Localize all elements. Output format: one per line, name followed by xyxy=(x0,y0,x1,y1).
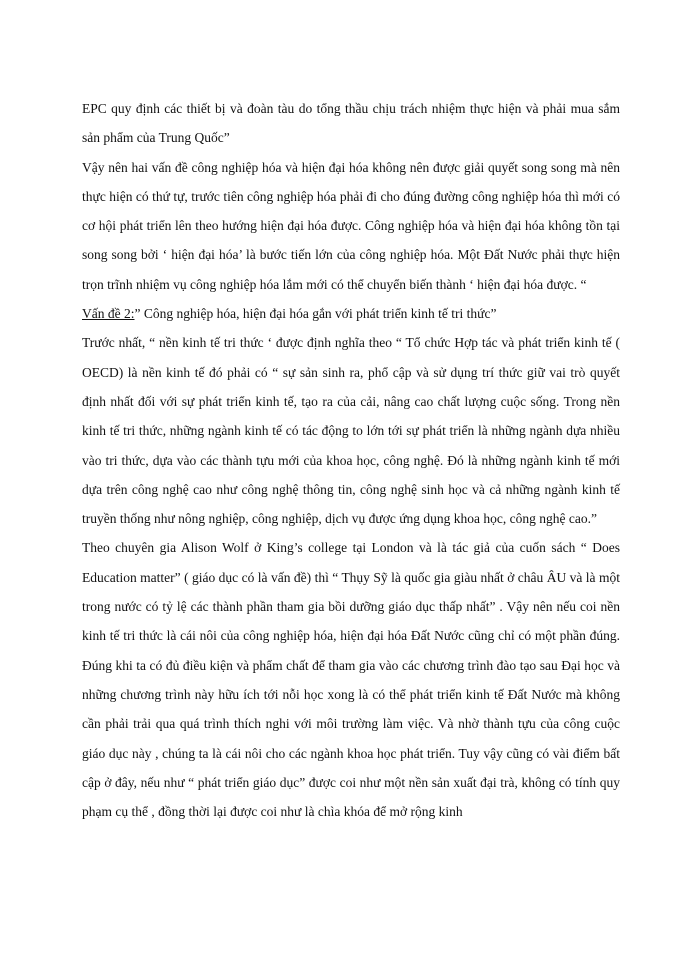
paragraph-4: Theo chuyên gia Alison Wolf ở King’s college tại London và là tác giả của cuốn sách “ Does Education matter” ( giáo dục có là vấn đề) thì “ Thụy Sỹ là quốc gia giàu nhất ở châu ÂU và là một trong nước có tỷ lệ các thành phần tham gia bồi dưỡng giáo dục thấp nhất” . Vậy nên nếu coi nền kinh tế tri thức là cái nôi của công nghiệp hóa, hiện đại hóa Đất Nước cũng chỉ có một phần đúng. Đúng khi ta có đủ điều kiện và phẩm chất để tham gia vào các chương trình đào tạo sau Đại học và những chương trình này hữu ích tới nỗi học xong là có thể phát triển kinh tế Đất Nước mà không cần phải trải qua quá trình thích nghi với môi trường làm việc. Và nhờ thành tựu của công cuộc giáo dục này , chúng ta là cái nôi cho các ngành khoa học phát triển. Tuy vậy cũng có vài điểm bất cập ở đây, nếu như “ phát triển giáo dục” được coi như một nền sản xuất đại trà, không có tính quy phạm cụ thể , đồng thời lại được coi như là chìa khóa để mở rộng kinh xyxy=(82,540,620,820)
section-heading xyxy=(82,299,620,328)
paragraph-3: Trước nhất, “ nền kinh tế tri thức ‘ được định nghĩa theo “ Tổ chức Hợp tác và phát triển kinh tế ( OECD) là nền kinh tế đó phải có “ sự sản sinh ra, phổ cập và sử dụng trí thức giữ vai trò quyết định nhất đối với sự phát triển kinh tế, tạo ra của cải, nâng cao chất lượng cuộc sống. Trong nền kinh tế tri thức, những ngành kinh tế có tác động to lớn tới sự phát triển là những ngành dựa nhiều vào tri thức, dựa vào các thành tựu mới của khoa học, công nghệ. Đó là những ngành kinh tế mới dựa trên công nghệ cao như công nghệ thông tin, công nghệ sinh học và cả những ngành kinh tế truyền thống như nông nghiệp, công nghiệp, dịch vụ được ứng dụng khoa học, công nghệ cao.” xyxy=(82,335,620,527)
section-heading-label: Vấn đề 2: xyxy=(82,306,135,322)
document-page xyxy=(82,94,620,826)
paragraph-2: Vậy nên hai vấn đề công nghiệp hóa và hiện đại hóa không nên được giải quyết song song mà nên thực hiện có thứ tự, trước tiên công nghiệp hóa phải đi cho đúng đường công nghiệp hóa thì mới có cơ hội phát triển lên theo hướng hiện đại hóa được. Công nghiệp hóa và hiện đại hóa không tồn tại song song bởi ‘ hiện đại hóa’ là bước tiến lớn của công nghiệp hóa. Một Đất Nước phải thực hiện trọn trĩnh nhiệm vụ công nghiệp hóa lắm mới có thể chuyển biến thành ‘ hiện đại hóa được. “ xyxy=(82,159,620,292)
paragraph-1: EPC quy định các thiết bị và đoàn tàu do tổng thầu chịu trách nhiệm thực hiện và phải mua sắm sản phẩm của Trung Quốc” xyxy=(82,101,620,146)
section-heading-text: ” Công nghiệp hóa, hiện đại hóa gắn với phát triển kinh tế tri thức” xyxy=(134,306,497,322)
